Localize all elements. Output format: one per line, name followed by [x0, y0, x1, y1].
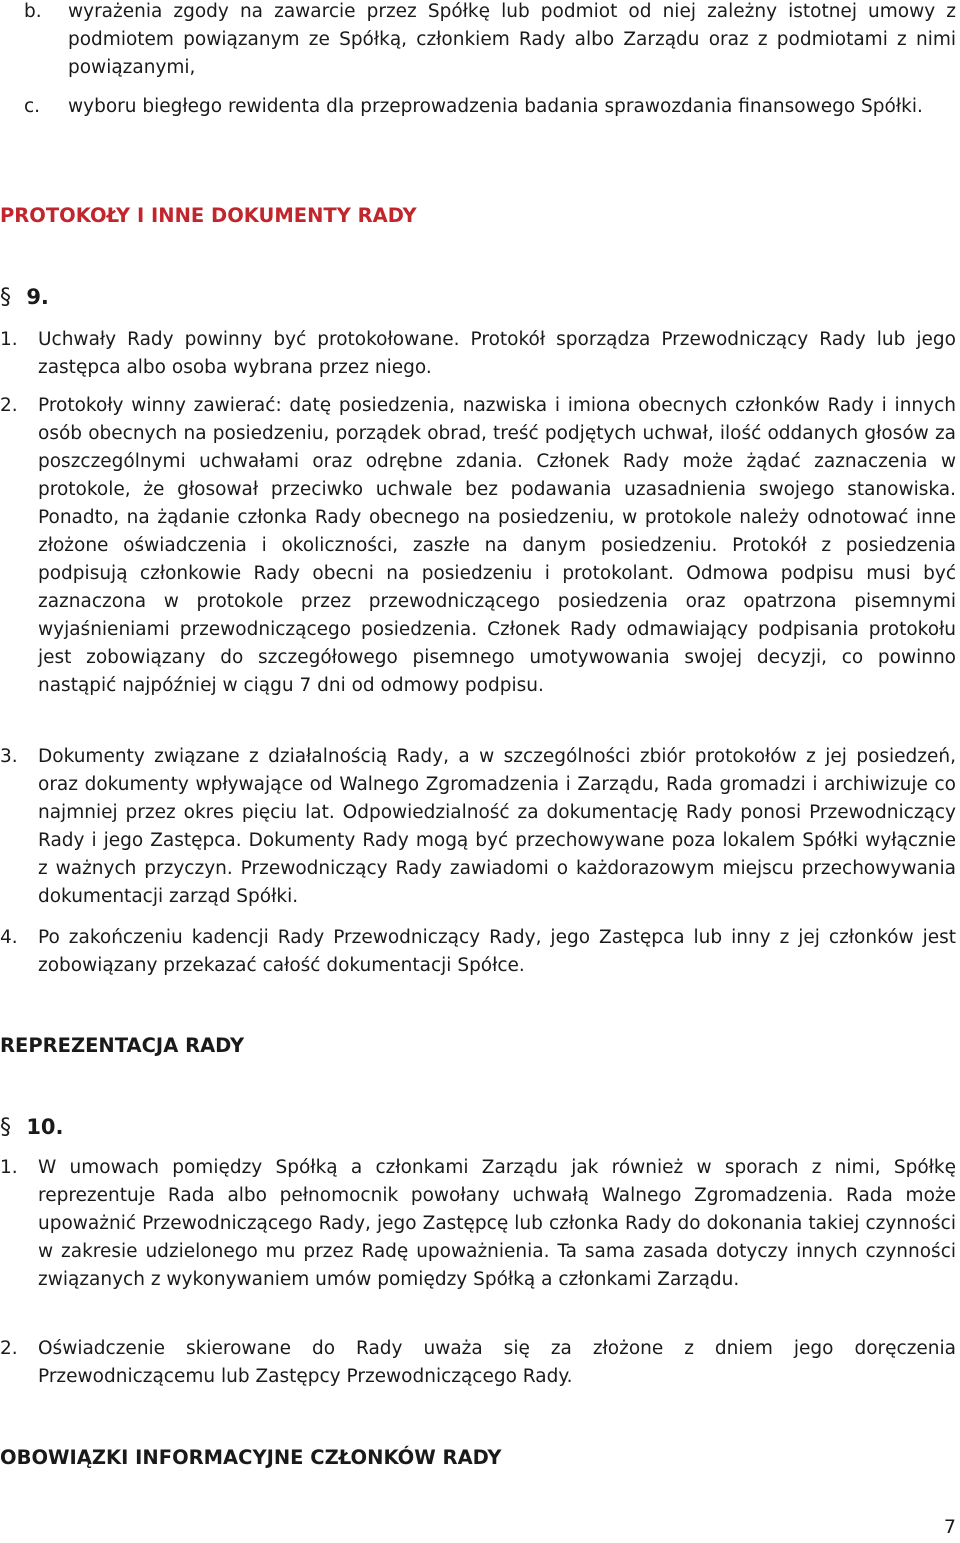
paragraph-sign: § [0, 285, 11, 310]
protokoly-item-4 [0, 924, 956, 980]
protokoly-item-1 [0, 326, 956, 382]
section-heading-protokoly: PROTOKOŁY I INNE DOKUMENTY RADY [0, 204, 417, 227]
paragraph-number: 9. [26, 285, 49, 309]
reprezentacja-item-1 [0, 1154, 956, 1294]
section-heading-reprezentacja: REPREZENTACJA RADY [0, 1034, 245, 1057]
section-heading-obowiazki: OBOWIĄZKI INFORMACYJNE CZŁONKÓW RADY [0, 1446, 502, 1469]
paragraph-number-10 [0, 1112, 64, 1143]
item-text: Uchwały Rady powinny być protokołowane. Protokół sporządza Przewodniczący Rady lub jego zastępca albo osoba wybrana przez niego. [38, 329, 956, 378]
item-number: 1. [0, 329, 18, 350]
list-item-label: b. [24, 1, 42, 22]
paragraph-number-9 [0, 282, 49, 313]
item-text: Oświadczenie skierowane do Rady uważa się za złożone z dniem jego doręczenia Przewodniczącemu lub Zastępcy Przewodniczącego Rady. [38, 1338, 956, 1387]
list-item-b [24, 0, 956, 82]
item-number: 4. [0, 927, 18, 948]
item-number: 3. [0, 746, 18, 767]
paragraph-number: 10. [26, 1115, 64, 1139]
item-text: Dokumenty związane z działalnością Rady, a w szczególności zbiór protokołów z jej posiedzeń, oraz dokumenty wpływające od Walnego Zgromadzenia i Zarządu, Rada gromadzi i archiwizuje co najmniej przez okres pięciu lat. Odpowiedzialność za dokumentację Rady ponosi Przewodniczący Rady i jego Zastępca. Dokumenty Rady mogą być przechowywane poza lokalem Spółki wyłącznie z ważnych przyczyn. Przewodniczący Rady zawiadomi o każdorazowym miejscu przechowywania dokumentacji zarząd Spółki. [38, 746, 956, 907]
protokoly-item-2 [0, 392, 956, 700]
protokoly-item-3 [0, 743, 956, 911]
item-number: 1. [0, 1157, 18, 1178]
reprezentacja-item-2 [0, 1335, 956, 1391]
item-number: 2. [0, 395, 18, 416]
page-number: 7 [943, 1516, 956, 1538]
list-item-text: wyrażenia zgody na zawarcie przez Spółkę lub podmiot od niej zależny istotnej umowy z podmiotem powiązanym ze Spółką, członkiem Rady albo Zarządu oraz z podmiotami z nimi powiązanymi, [68, 1, 956, 78]
list-item-label: c. [24, 96, 41, 117]
paragraph-sign: § [0, 1115, 11, 1140]
item-text: Po zakończeniu kadencji Rady Przewodniczący Rady, jego Zastępca lub inny z jej członków jest zobowiązany przekazać całość dokumentacji Spółce. [38, 927, 956, 976]
list-item-text: wyboru biegłego rewidenta dla przeprowadzenia badania sprawozdania finansowego Spółki. [68, 96, 923, 117]
list-item-c [24, 93, 956, 121]
item-text: Protokoły winny zawierać: datę posiedzenia, nazwiska i imiona obecnych członków Rady i innych osób obecnych na posiedzeniu, porządek obrad, treść podjętych uchwał, ilość oddanych głosów za poszczególnymi uchwałami oraz odrębne zdania. Członek Rady może żądać zaznaczenia w protokole, że głosował przeciwko uchwale bez podawania uzasadnienia swojego stanowiska. Ponadto, na żądanie członka Rady obecnego na posiedzeniu, w protokole należy odnotować inne złożone oświadczenia i okoliczności, zaszłe na danym posiedzeniu. Protokół z posiedzenia podpisują członkowie Rady obecni na posiedzeniu i protokolant. Odmowa podpisu musi być zaznaczona w protokole przez przewodniczącego posiedzenia oraz opatrzona pisemnymi wyjaśnieniami przewodniczącego posiedzenia. Członek Rady odmawiający podpisania protokołu jest zobowiązany do szczegółowego pisemnego umotywowania swojej decyzji, co powinno nastąpić najpóźniej w ciągu 7 dni od odmowy podpisu. [38, 395, 956, 696]
item-number: 2. [0, 1338, 18, 1359]
item-text: W umowach pomiędzy Spółką a członkami Zarządu jak również w sporach z nimi, Spółkę reprezentuje Rada albo pełnomocnik powołany uchwałą Walnego Zgromadzenia. Rada może upoważnić Przewodniczącego Rady, jego Zastępcę lub członka Rady do dokonania takiej czynności w zakresie udzielonego mu przez Radę upoważnienia. Ta sama zasada dotyczy innych czynności związanych z wykonywaniem umów pomiędzy Spółką a członkami Zarządu. [38, 1157, 956, 1290]
